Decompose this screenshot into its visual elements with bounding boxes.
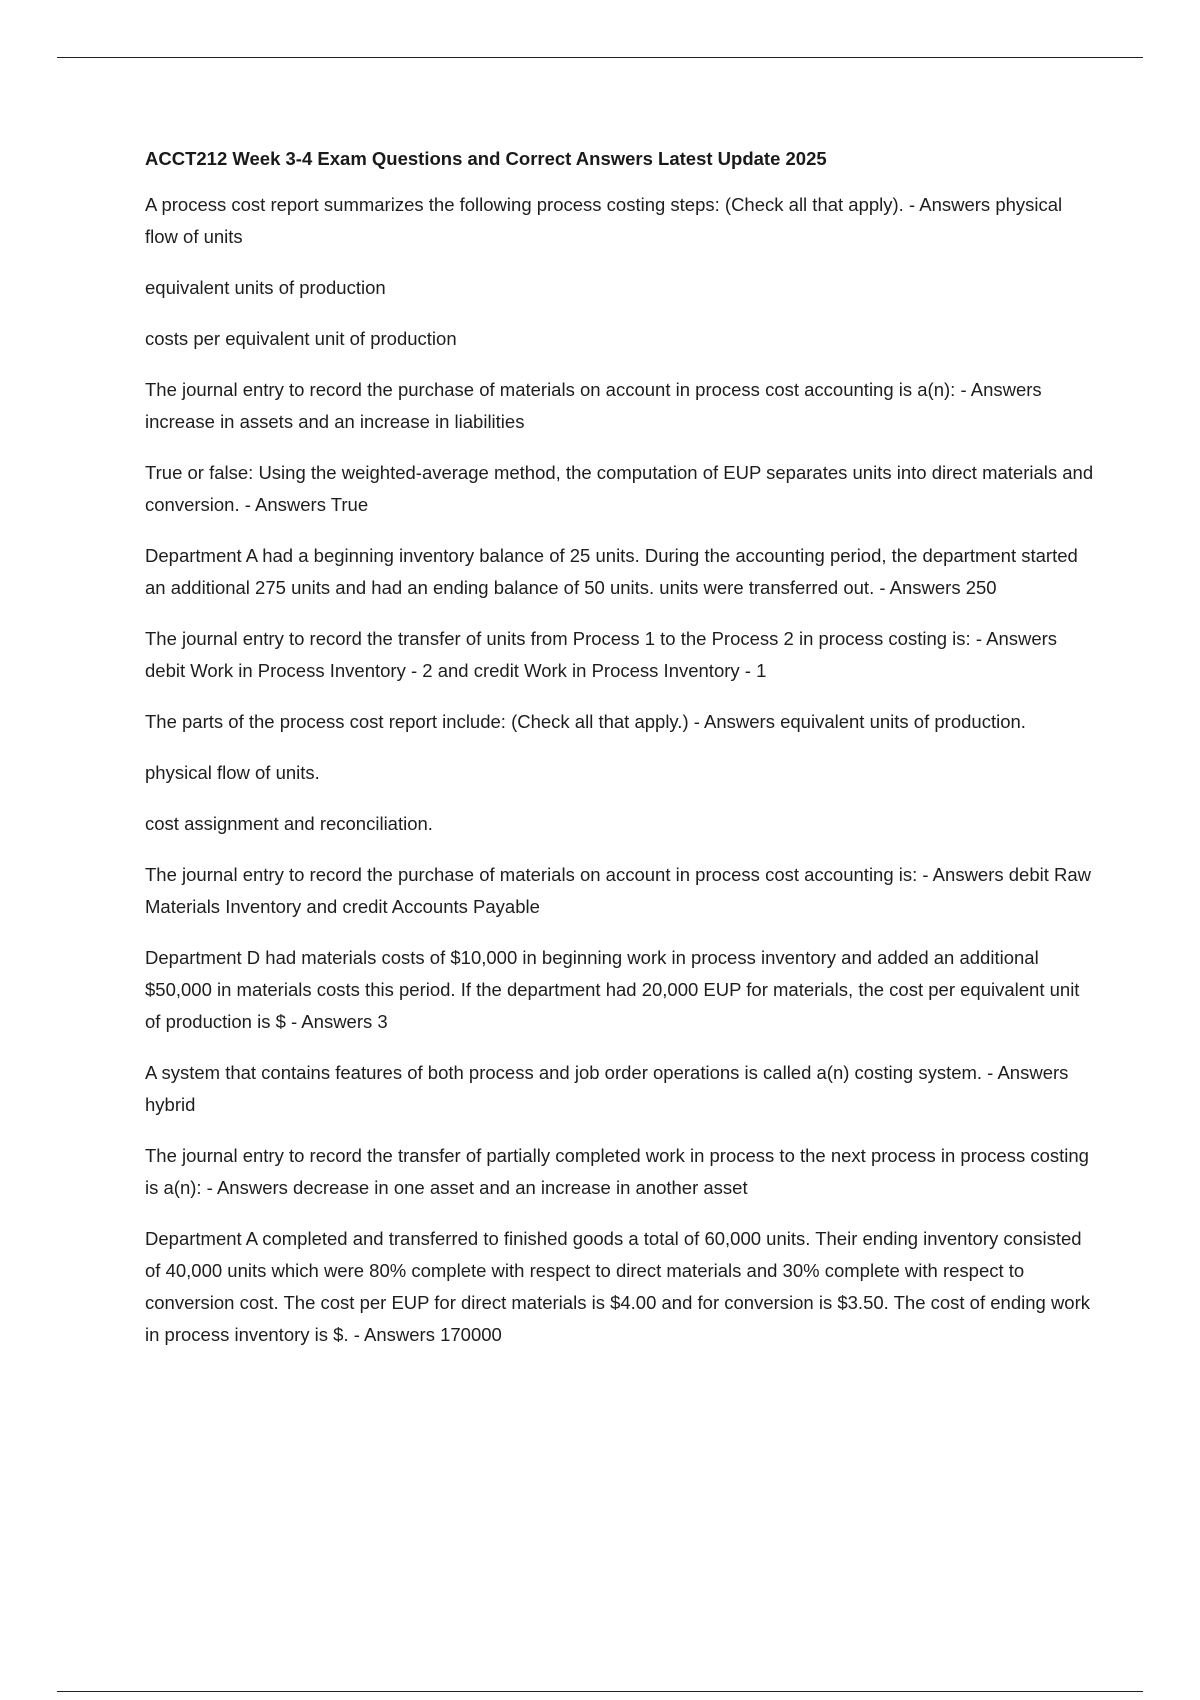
paragraph-8: The parts of the process cost report include: (Check all that apply.) - Answers equivalent units of production. xyxy=(145,711,1026,732)
paragraph-1: A process cost report summarizes the following process costing steps: (Check all that apply). - Answers physical flow of units xyxy=(145,194,1063,247)
document-title: ACCT212 Week 3-4 Exam Questions and Correct Answers Latest Update 2025 xyxy=(145,148,827,169)
paragraph-5: True or false: Using the weighted-average method, the computation of EUP separates units into direct materials and conversion. - Answers True xyxy=(145,462,1094,515)
paragraph-13: A system that contains features of both process and job order operations is called a(n) costing system. - Answers hybrid xyxy=(145,1062,1069,1115)
paragraph-7: The journal entry to record the transfer of units from Process 1 to the Process 2 in process costing is: - Answers debit Work in Process Inventory - 2 and credit Work in Process Inventory - 1 xyxy=(145,628,1058,681)
paragraph-15: Department A completed and transferred to finished goods a total of 60,000 units. Their ending inventory consisted of 40,000 units which were 80% complete with respect to direct materials and 30% complete with respect to conversion cost. The cost per EUP for direct materials is $4.00 and for conversion is $3.50. The cost of ending work in process inventory is $. - Answers 170000 xyxy=(145,1228,1091,1345)
paragraph-2: equivalent units of production xyxy=(145,277,386,298)
footer-rule xyxy=(57,1691,1143,1692)
paragraph-4: The journal entry to record the purchase of materials on account in process cost accounting is a(n): - Answers increase in assets and an increase in liabilities xyxy=(145,379,1042,432)
header-rule xyxy=(57,57,1143,58)
paragraph-10: cost assignment and reconciliation. xyxy=(145,813,433,834)
paragraph-11: The journal entry to record the purchase of materials on account in process cost accounting is: - Answers debit Raw Materials Inventory and credit Accounts Payable xyxy=(145,864,1092,917)
document-body xyxy=(145,144,1095,1370)
paragraph-12: Department D had materials costs of $10,000 in beginning work in process inventory and added an additional $50,000 in materials costs this period. If the department had 20,000 EUP for materials, the cost per equivalent unit of production is $ - Answers 3 xyxy=(145,947,1080,1032)
paragraph-9: physical flow of units. xyxy=(145,762,320,783)
paragraph-3: costs per equivalent unit of production xyxy=(145,328,457,349)
paragraph-6: Department A had a beginning inventory balance of 25 units. During the accounting period, the department started an additional 275 units and had an ending balance of 50 units. units were transferred out. - Answers 250 xyxy=(145,545,1078,598)
paragraph-14: The journal entry to record the transfer of partially completed work in process to the next process in process costing is a(n): - Answers decrease in one asset and an increase in another asset xyxy=(145,1145,1089,1198)
